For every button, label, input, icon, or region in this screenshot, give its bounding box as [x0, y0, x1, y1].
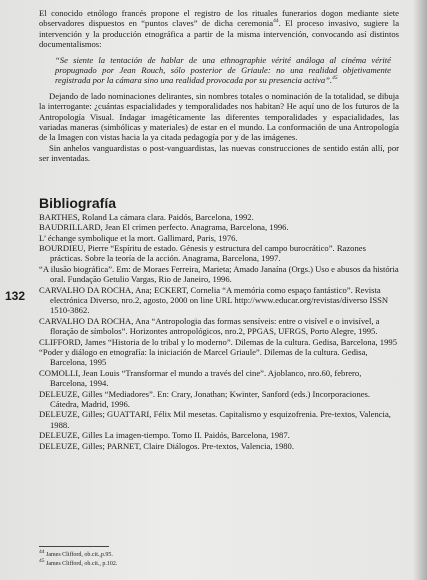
bib-entry: BARTHES, Roland La cámara clara. Paidós, Barcelona, 1992. [39, 211, 254, 222]
bib-entry: BOURDIEU, Pierre “Espíritu de estado. Génesis y estructura del campo burocrático”. Razones prácticas. Sobre la teoría de la acción. Anagrama, Barcelona, 1997. [39, 242, 366, 264]
bibliography-heading: Bibliografía [39, 194, 117, 211]
block-quote [55, 55, 391, 86]
bibliography-list [39, 212, 399, 451]
bib-entry: DELEUZE, Gilles “Mediadores”. En: Crary, Jonathan; Kwinter, Sanford (eds.) Incorporaciones. Cátedra, Madrid, 1996. [39, 388, 371, 409]
book-spine-shadow [413, 0, 427, 580]
footnote-divider [39, 546, 109, 547]
page-body [39, 8, 399, 451]
bib-entry: COMOLLI, Jean Louis “Transformar el mundo a través del cine”. Ajoblanco, nro.60, febrero, Barcelona, 1994. [39, 367, 362, 389]
bib-entry: CARVALHO DA ROCHA, Ana “Antropologia das formas sensíveis: entre o visível e o invisível, a floração de símbolos”. Horizontes antropológicos, nro.2, PPGAS, UFRGS, Porto Alegre, 1995. [39, 315, 380, 337]
paragraph-2: Dejando de lado nominaciones delirantes, sin nombres totales o nominación de la totalidad, se dibuja la interrogante: ¿cuántas espacialidades y temporalidades nos habitan? He aquí uno de los futuros de la Antropología Visual. Indagar imagéticamente las diferentes temporalidades y espacialidades, las variadas maneras (simbólicas y materiales) de estar en el mundo. La conformación de una Antropología de la Imagen con vistas hacia la ya citada pedagogía por y de las imágenes. [39, 90, 399, 143]
footnote-44 [39, 551, 379, 560]
bib-entry: CLIFFORD, James “Historia de lo tribal y lo moderno”. Dilemas de la cultura. Gedisa, Barcelona, 1995 [39, 336, 397, 347]
bib-entry: BAUDRILLARD, Jean El crimen perfecto. Anagrama, Barcelona, 1996. [39, 222, 289, 233]
paragraph-1 [39, 8, 399, 50]
bib-entry: CARVALHO DA ROCHA, Ana; ECKERT, Cornelia “A memória como espaço fantástico”. Revista electrónica Diverso, nro.2, agosto, 2000 on line URL http://www.educar.org/revistas/diverso ISSN 1510-3862. [39, 284, 389, 316]
bib-entry: DELEUZE, Gilles; GUATTARI, Félix Mil mesetas. Capitalismo y esquizofrenia. Pre-textos, Valencia, 1988. [39, 409, 391, 430]
bib-entry: L’ échange symbolique et la mort. Gallimard, Paris, 1976. [39, 232, 238, 243]
block-quote-text: “Se siente la tentación de hablar de una ethnographie vérité análoga al cinéma vérité propugnado por Jean Rouch, sólo posterior de Griaule: no una realidad objetivamente registrada por la cámara sino una realidad provocada por su presencia activa”. [55, 54, 391, 86]
paragraph-1-text-end: . El proceso invasivo, sugiere la intervención y la producción etnográfica a partir de la misma intervención, convocando así distintos documentalismos: [39, 18, 400, 50]
footnote-ref-45: 45 [332, 75, 338, 82]
paragraph-1-text: El conocido etnólogo francés propone el registro de los rituales funerarios dogon mediante siete observadores dispuestos en “puntos claves” de dicha ceremonia [39, 8, 399, 29]
page-number: 132 [5, 289, 26, 303]
bib-entry: “Poder y diálogo en etnografía: la iniciación de Marcel Griaule”. Dilemas de la cultura. Gedisa, Barcelona, 1995 [39, 346, 368, 368]
footnote-text: James Clifford, ob.cit.,p.95. [46, 552, 113, 558]
footnote-number: 44 [39, 549, 45, 555]
footnote-number: 45 [39, 558, 45, 564]
paragraph-3: Sin anhelos vanguardistas o post-vanguardistas, las nuevas construcciones de sentido están allí, por ser inventadas. [39, 142, 399, 164]
bib-entry: DELEUZE, Gilles La imagen-tiempo. Tomo II. Paidós, Barcelona, 1987. [39, 430, 290, 441]
footnotes [39, 551, 379, 569]
footnote-text: James Clifford, ob.cit., p.102. [46, 561, 118, 567]
footnote-ref-44: 44 [273, 18, 279, 25]
bib-entry: DELEUZE, Gilles; PARNET, Claire Diálogos. Pre-textos, Valencia, 1980. [39, 440, 294, 451]
bib-entry: “A ilusão biográfica”. Em: de Moraes Ferreira, Marieta; Amado Janaína (Orgs.) Uso e abusos da história oral. Fundação Getulio Vargas, Rio de Janeiro, 1996. [39, 263, 399, 285]
footnote-45 [39, 560, 379, 569]
section-gap [39, 164, 399, 195]
